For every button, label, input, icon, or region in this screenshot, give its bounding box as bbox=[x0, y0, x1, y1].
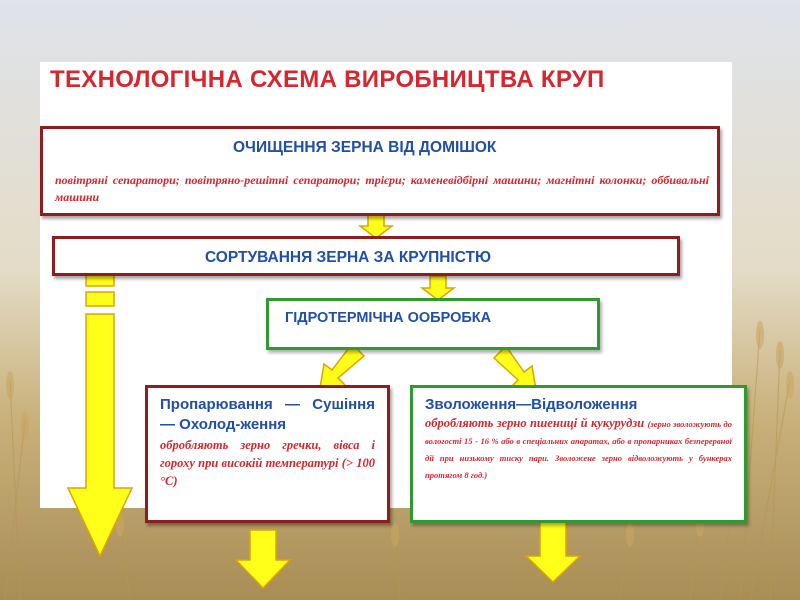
step-moistening-note: (зерно зволожують до вологості 15 - 16 % або в спеціальних апаратах, або в пропарниках безперервної дії при низькому тиску пари. Зволожене зерно відволожують у бункерах протягом 8 год.) bbox=[425, 419, 732, 480]
step-steaming-heading: Пропарювання — Сушіння — Охолод-ження bbox=[160, 396, 375, 433]
step-hydrothermal-box bbox=[266, 298, 600, 350]
page-title: ТЕХНОЛОГІЧНА СХЕМА ВИРОБНИЦТВА КРУП bbox=[50, 66, 605, 93]
step-steaming-description: обробляють зерно гречки, вівса і гороху при високій температурі (> 100 °С) bbox=[160, 438, 375, 488]
step-sorting-box bbox=[52, 236, 680, 276]
step-moistening-body bbox=[425, 415, 732, 483]
step-cleaning-equipment: повітряні сепаратори; повітряно-решітні сепаратори; трієри; каменевідбірні машини; магнітні колонки; оббивальні машини bbox=[55, 173, 709, 204]
step-cleaning-box bbox=[40, 126, 720, 216]
step-moistening-heading: Зволоження—Відволоження bbox=[425, 396, 638, 413]
step-moistening-description: обробляють зерно пшениці й кукурудзи bbox=[425, 416, 645, 430]
step-sorting-heading: СОРТУВАННЯ ЗЕРНА ЗА КРУПНІСТЮ bbox=[205, 249, 491, 266]
step-steaming-box bbox=[145, 385, 390, 523]
step-moistening-box bbox=[410, 385, 747, 523]
step-cleaning-heading: ОЧИЩЕННЯ ЗЕРНА ВІД ДОМІШОК bbox=[233, 139, 497, 156]
step-hydrothermal-heading: ГІДРОТЕРМІЧНА ООБРОБКА bbox=[285, 310, 492, 326]
